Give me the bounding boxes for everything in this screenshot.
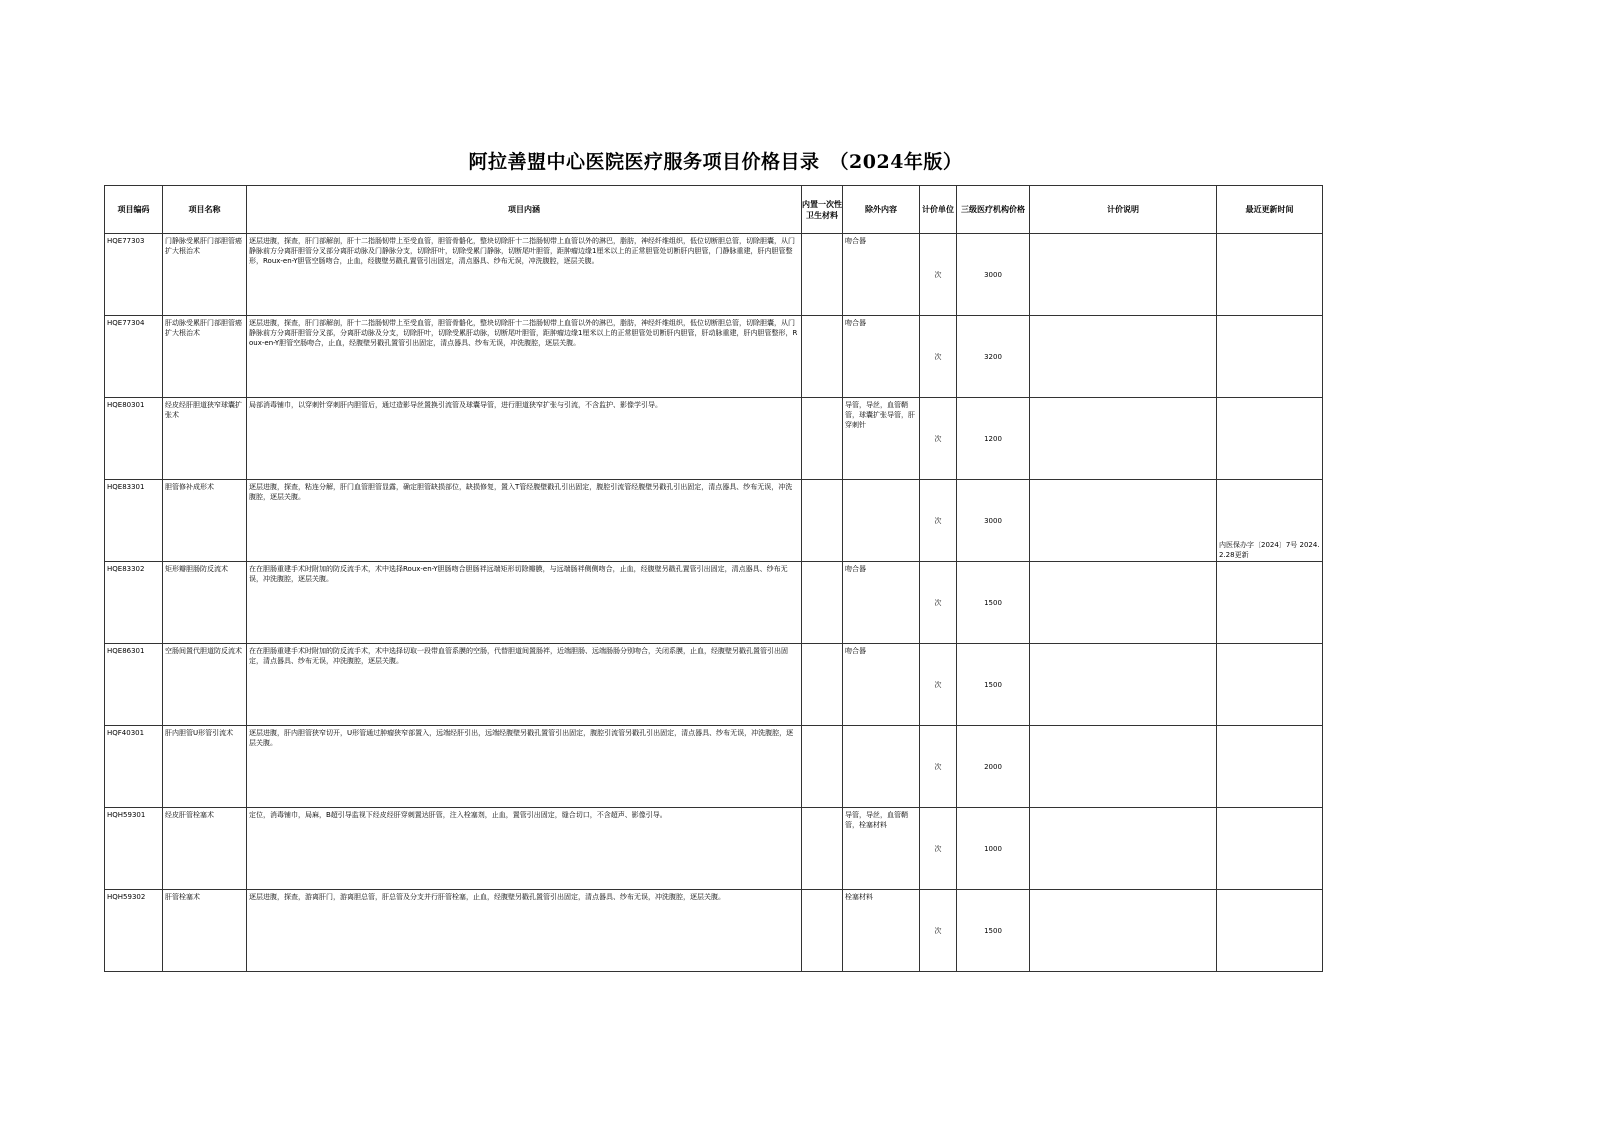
item-exclude: 吻合器	[843, 644, 920, 726]
item-name: 经皮经肝胆道狭窄球囊扩张术	[163, 398, 247, 480]
item-price: 2000	[957, 726, 1030, 808]
item-unit: 次	[920, 316, 957, 398]
item-price: 1500	[957, 644, 1030, 726]
item-note	[1030, 480, 1217, 562]
item-unit: 次	[920, 398, 957, 480]
item-exclude: 导管，导丝，血管鞘管，栓塞材料	[843, 808, 920, 890]
item-updated	[1217, 398, 1323, 480]
item-code: HQH59302	[105, 890, 163, 972]
header-price: 三级医疗机构价格	[957, 186, 1030, 234]
item-content: 逐层进腹，探查，肝门部解剖，肝十二指肠韧带上至受血管，胆管骨骼化，整块切除肝十二指肠韧带上血管以外的淋巴，脂肪，神经纤维组织，低位切断胆总管，切除胆囊，从门静脉前方分离肝胆管分叉部，分离肝动脉及分支，切除肝叶，切除受累肝动脉，切断尾叶胆管，距肿瘤边缘1厘米以上的正常胆管处切断肝内胆管，肝动脉重建，肝内胆管整形，Roux-en-Y胆管空肠吻合，止血，经腹壁另戳孔置管引出固定，清点器具、纱布无误，冲洗腹腔，逐层关腹。	[247, 316, 802, 398]
table-row	[105, 808, 1323, 890]
header-note: 计价说明	[1030, 186, 1217, 234]
item-code: HQE83302	[105, 562, 163, 644]
item-code: HQE86301	[105, 644, 163, 726]
item-material	[802, 644, 843, 726]
item-note	[1030, 398, 1217, 480]
price-table	[104, 185, 1323, 972]
item-exclude: 吻合器	[843, 234, 920, 316]
item-note	[1030, 316, 1217, 398]
table-row	[105, 398, 1323, 480]
item-price: 1500	[957, 890, 1030, 972]
item-content: 在在胆肠重建手术时附加的防反流手术，术中选择切取一段带血管系膜的空肠，代替胆道间置肠袢，近端胆肠、远端肠肠分别吻合，关闭系膜，止血，经腹壁另戳孔置管引出固定，清点器具、纱布无误，冲洗腹腔，逐层关腹。	[247, 644, 802, 726]
item-exclude	[843, 480, 920, 562]
item-unit: 次	[920, 808, 957, 890]
item-price: 1000	[957, 808, 1030, 890]
item-updated	[1217, 644, 1323, 726]
item-price: 3000	[957, 480, 1030, 562]
item-content: 局部消毒铺巾，以穿刺针穿刺肝内胆管后，通过造影导丝置换引流管及球囊导管，进行胆道狭窄扩张与引流，不含监护、影像学引导。	[247, 398, 802, 480]
item-exclude	[843, 726, 920, 808]
item-note	[1030, 644, 1217, 726]
item-code: HQE83301	[105, 480, 163, 562]
item-updated	[1217, 234, 1323, 316]
item-name: 空肠间置代胆道防反流术	[163, 644, 247, 726]
table-row	[105, 890, 1323, 972]
item-updated	[1217, 726, 1323, 808]
item-code: HQE77304	[105, 316, 163, 398]
item-content: 逐层进腹，探查，粘连分解，肝门血管胆管显露，确定胆管缺损部位，缺损修复，置入T管经腹壁戳孔引出固定，腹腔引流管经腹壁另戳孔引出固定，清点器具、纱布无误，冲洗腹腔，逐层关腹。	[247, 480, 802, 562]
header-updated: 最近更新时间	[1217, 186, 1323, 234]
item-code: HQE77303	[105, 234, 163, 316]
item-exclude: 吻合器	[843, 316, 920, 398]
item-updated: 内医保办字〔2024〕7号 2024.2.28更新	[1217, 480, 1323, 562]
item-note	[1030, 890, 1217, 972]
header-material: 内置一次性卫生材料	[802, 186, 843, 234]
item-name: 经皮肝管栓塞术	[163, 808, 247, 890]
item-content: 定位，消毒铺巾，局麻，B超引导监视下经皮经肝穿刺置达肝管，注入栓塞剂，止血，置管引出固定，缝合切口，不含超声、影像引导。	[247, 808, 802, 890]
table-row	[105, 316, 1323, 398]
item-name: 矩形瓣胆肠防反流术	[163, 562, 247, 644]
item-exclude: 导管，导丝，血管鞘管，球囊扩张导管，肝穿刺针	[843, 398, 920, 480]
item-material	[802, 808, 843, 890]
item-updated	[1217, 316, 1323, 398]
header-code: 项目编码	[105, 186, 163, 234]
item-exclude: 栓塞材料	[843, 890, 920, 972]
item-content: 在在胆肠重建手术时附加的防反流手术，术中选择Roux-en-Y胆肠吻合胆肠袢远端矩形切除瓣膜，与远端肠袢侧侧吻合，止血，经腹壁另戳孔置管引出固定，清点器具、纱布无误，冲洗腹腔，逐层关腹。	[247, 562, 802, 644]
table-row	[105, 480, 1323, 562]
table-row	[105, 644, 1323, 726]
item-unit: 次	[920, 562, 957, 644]
item-material	[802, 398, 843, 480]
table-row	[105, 562, 1323, 644]
item-note	[1030, 726, 1217, 808]
item-unit: 次	[920, 726, 957, 808]
table-row	[105, 726, 1323, 808]
item-updated	[1217, 808, 1323, 890]
item-updated	[1217, 562, 1323, 644]
item-material	[802, 480, 843, 562]
table-header-row	[105, 186, 1323, 234]
item-material	[802, 562, 843, 644]
item-name: 门静脉受累肝门部胆管癌扩大根治术	[163, 234, 247, 316]
page-title: 阿拉善盟中心医院医疗服务项目价格目录 （2024年版）	[468, 151, 963, 173]
item-note	[1030, 808, 1217, 890]
header-exclude: 除外内容	[843, 186, 920, 234]
item-material	[802, 726, 843, 808]
item-code: HQE80301	[105, 398, 163, 480]
item-unit: 次	[920, 644, 957, 726]
item-name: 肝内胆管U形管引流术	[163, 726, 247, 808]
item-material	[802, 890, 843, 972]
table-row	[105, 234, 1323, 316]
item-name: 胆管修补成形术	[163, 480, 247, 562]
item-price: 1500	[957, 562, 1030, 644]
item-content: 逐层进腹，探查，游离肝门，游离胆总管，肝总管及分支并行肝管栓塞，止血，经腹壁另戳孔置管引出固定，清点器具、纱布无误，冲洗腹腔，逐层关腹。	[247, 890, 802, 972]
header-content: 项目内涵	[247, 186, 802, 234]
item-unit: 次	[920, 234, 957, 316]
item-updated	[1217, 890, 1323, 972]
item-unit: 次	[920, 890, 957, 972]
item-price: 1200	[957, 398, 1030, 480]
item-price: 3200	[957, 316, 1030, 398]
item-name: 肝动脉受累肝门部胆管癌扩大根治术	[163, 316, 247, 398]
item-name: 肝管栓塞术	[163, 890, 247, 972]
item-content: 逐层进腹，探查，肝门部解剖，肝十二指肠韧带上至受血管，胆管骨骼化，整块切除肝十二指肠韧带上血管以外的淋巴，脂肪，神经纤维组织，低位切断胆总管，切除胆囊，从门静脉前方分离肝胆管分叉部分离肝动脉及门静脉分支，切除肝叶，切除受累门静脉，切断尾叶胆管，距肿瘤边缘1厘米以上的正常胆管处切断肝内胆管，门静脉重建，肝内胆管整形，Roux-en-Y胆管空肠吻合，止血，经腹壁另戳孔置管引出固定，清点器具、纱布无误，冲洗腹腔，逐层关腹。	[247, 234, 802, 316]
item-material	[802, 316, 843, 398]
item-exclude: 吻合器	[843, 562, 920, 644]
item-code: HQH59301	[105, 808, 163, 890]
item-code: HQF40301	[105, 726, 163, 808]
item-material	[802, 234, 843, 316]
item-note	[1030, 234, 1217, 316]
item-unit: 次	[920, 480, 957, 562]
header-name: 项目名称	[163, 186, 247, 234]
item-content: 逐层进腹，肝内胆管狭窄切开，U形管通过肿瘤狭窄部置入，远端经肝引出，远端经腹壁另戳孔置管引出固定，腹腔引流管另戳孔引出固定，清点器具、纱布无误，冲洗腹腔，逐层关腹。	[247, 726, 802, 808]
item-note	[1030, 562, 1217, 644]
header-unit: 计价单位	[920, 186, 957, 234]
item-price: 3000	[957, 234, 1030, 316]
